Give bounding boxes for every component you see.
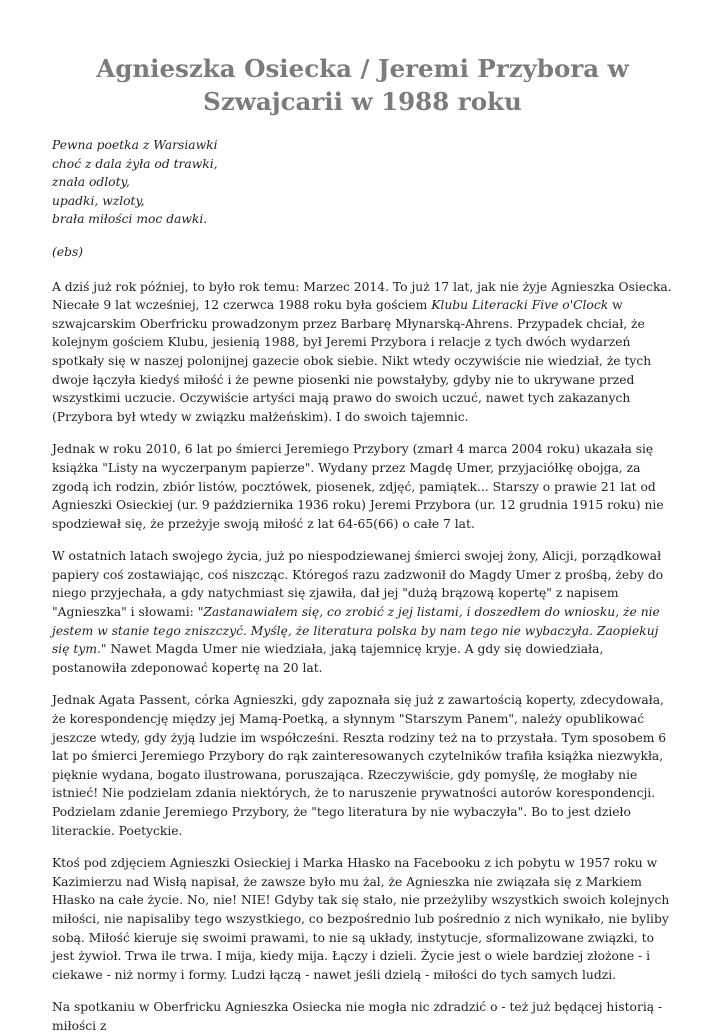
poem — [52, 136, 673, 229]
paragraph-1: A dziś już rok później, to było rok temu: Marzec 2014. To już 17 lat, jak nie żyje Agnieszka Osiecka. Niecałe 9 lat wcześniej, 12 czerwca 1988 roku była gościem Klubu Literacki Five o'Clock w szwajcarskim Oberfricku prowadzonym przez Barbarę Młynarską-Ahrens. Przypadek chciał, że kolejnym gościem Klubu, jesienią 1988, był Jeremi Przybora i relacje z tych dwóch wydarzeń spotkały się w naszej polonijnej gazecie obok siebie. Nikt wtedy oczywiście nie wiedział, że tych dwoje łączyła kiedyś miłość i że pewne piosenki nie powstałyby, gdyby nie to ukrywane przed wszystkimi uczucie. Oczywiście artyści mają prawo do swoich uczuć, nawet tych zakazanych (Przybora był wtedy w związku małżeńskim). I do swoich tajemnic. — [52, 279, 672, 424]
paragraph-5: Ktoś pod zdjęciem Agnieszki Osieckiej i Marka Hłasko na Facebooku z ich pobytu w 1957 roku w Kazimierzu nad Wisłą napisał, że zawsze było mu żal, że Agnieszka nie związała się z Markiem Hłasko na całe życie. No, nie! NIE! Gdyby tak się stało, nie przeżyliby wszystkich swoich kolejnych miłości, nie napisaliby tego wszystkiego, co bezpośrednio lub pośrednio z nich wynikało, nie byliby sobą. Miłość kieruje się swoimi prawami, to nie są układy, instytucje, sformalizowane związki, to jest żywioł. Trwa ile trwa. I mija, kiedy mija. Łączy i dzieli. Życie jest o wiele bardziej złożone - i ciekawe - niż normy i formy. Ludzi łączą - nawet jeśli dzielą - miłości do tych samych ludzi. — [52, 856, 670, 982]
author-signature: (ebs) — [52, 244, 84, 259]
article-title: Agnieszka Osiecka / Jeremi Przybora w Szwajcarii w 1988 roku — [96, 54, 629, 116]
club-name: Klubu Literacki Five o'Clock — [431, 298, 609, 313]
paragraph-2: Jednak w roku 2010, 6 lat po śmierci Jeremiego Przybory (zmarł 4 marca 2004 roku) ukazała się książka "Listy na wyczerpanym papierze". Wydany przez Magdę Umer, przyjaciółkę obojga, za zgodą ich rodzin, zbiór listów, pocztówek, piosenek, zdjęć, pamiątek... Starszy o prawie 21 lat od Agnieszki Osieckiej (ur. 9 października 1936 roku) Jeremi Przybora (ur. 12 grudnia 1915 roku) nie spodziewał się, że przeżyje swoją miłość z lat 64-65(66) o całe 7 lat. — [52, 442, 664, 531]
poem-line: znała odloty, — [52, 175, 130, 190]
paragraph-4: Jednak Agata Passent, córka Agnieszki, gdy zapoznała się już z zawartością koperty, zdecydowała, że korespondencję między jej Mamą-Poetką, a słynnym "Starszym Panem", należy opublikować jeszcze wtedy, gdy żyją ludzie im współcześni. Reszta rodziny też na to przystała. Tym sposobem 6 lat po śmierci Jeremiego Przybory do rąk zainteresowanych czytelników trafiła książka niezwykła, pięknie wydana, bogato ilustrowana, poruszająca. Rzeczywiście, gdy pomyślę, że mogłaby nie istnieć! Nie podzielam zdania niektórych, że to naruszenie prywatności autorów korespondencji. Podzielam zdanie Jeremiego Przybory, że "tego literatura by nie wybaczyła". Bo to jest dzieło literackie. Poetyckie. — [52, 693, 667, 838]
quote-italic: Zastanawiałem się, co zrobić z jej listami, i doszedłem do wniosku, że nie jestem w stanie tego zniszczyć. Myślę, że literatura polska by nam tego nie wybaczyła. Zaopiekuj się tym. — [52, 605, 660, 657]
poem-line: brała miłości moc dawki. — [52, 212, 208, 227]
paragraph-3: W ostatnich latach swojego życia, już po niespodziewanej śmierci swojej żony, Alicji, porządkował papiery coś zostawiając, coś niszcząc. Któregoś razu zadzwonił do Magdy Umer z prośbą, żeby do niego przyjechała, a gdy natychmiast się zjawiła, dał jej "dużą brązową kopertę" z napisem "Agnieszka" i słowami: "Zastanawiałem się, co zrobić z jej listami, i doszedłem do wniosku, że nie jestem w stanie tego zniszczyć. Myślę, że literatura polska by nam tego nie wybaczyła. Zaopiekuj się tym." Nawet Magda Umer nie wiedziała, jaką tajemnicę kryje. A gdy się dowiedziała, postanowiła zdeponować kopertę na 20 lat. — [52, 549, 664, 675]
poem-line: upadki, wzloty, — [52, 193, 145, 208]
paragraph-6: Na spotkaniu w Oberfricku Agnieszka Osiecka nie mogła nic zdradzić o - też już będącej historią - miłości z — [52, 1000, 663, 1033]
poem-line: choć z dala żyła od trawki, — [52, 156, 218, 171]
poem-line: Pewna poetka z Warsiawki — [52, 138, 218, 152]
